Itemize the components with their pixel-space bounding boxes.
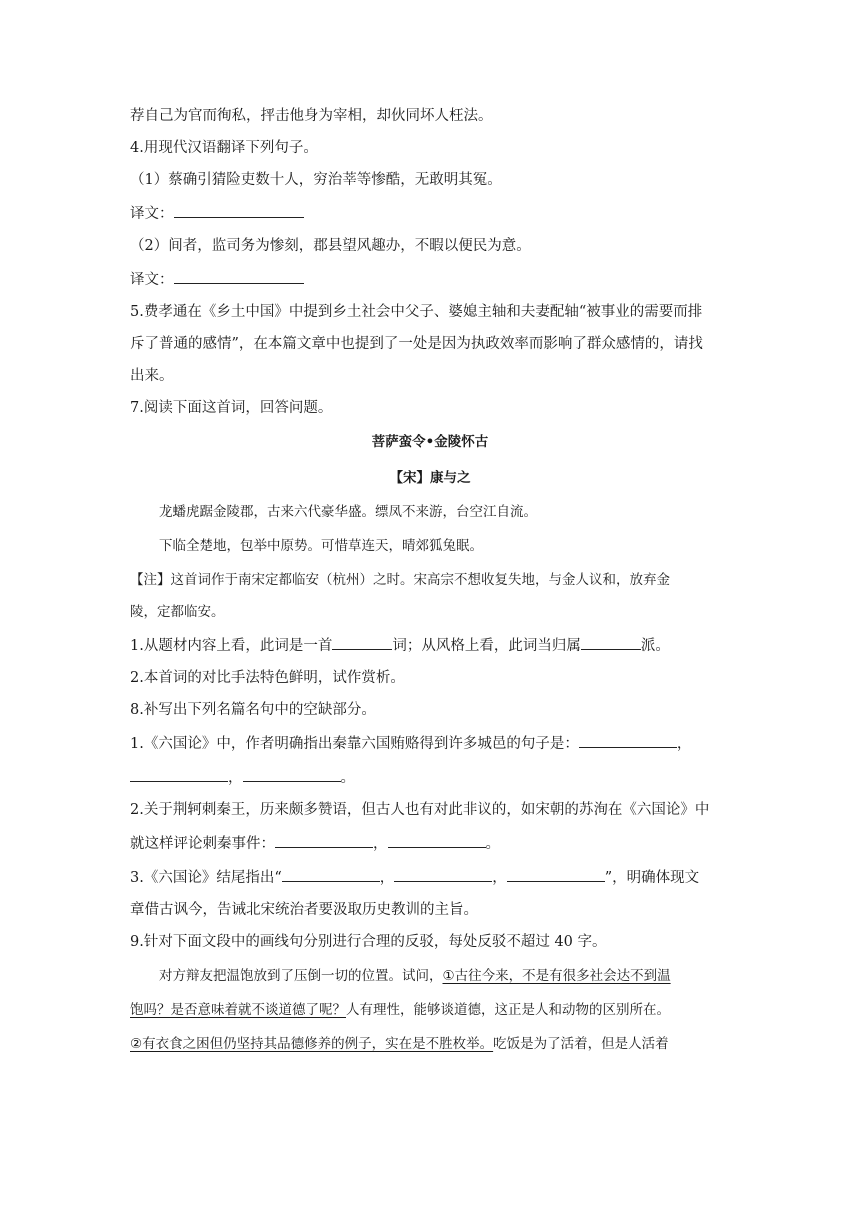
question-text: 。 [485, 836, 500, 852]
question-text: 派。 [640, 638, 670, 654]
question-5-line-2: 斥了普通的感情”，在本篇文章中也提到了一处是因为执政效率而影响了群众感情的，请找 [130, 336, 703, 352]
question-4-heading: 4.用现代汉语翻译下列句子。 [130, 140, 318, 156]
question-8-1-line-2 [130, 767, 730, 788]
poem-line-2: 下临全楚地，包举中原势。可惜草连天，晴郊狐兔眠。 [159, 538, 483, 554]
poem-note-line-2: 陵，定都临安。 [130, 604, 225, 620]
question-5-line-3: 出来。 [130, 368, 174, 384]
translation-blank[interactable] [174, 203, 304, 218]
question-4-sentence-1: （1）蔡确引猜险吏数十人，穷治莘等惨酷，无敢明其冤。 [130, 172, 502, 188]
question-7-heading: 7.阅读下面这首词，回答问题。 [130, 400, 333, 416]
question-8-3-line-2: 章借古讽今，告诫北宋统治者要汲取历史教训的主旨。 [130, 902, 478, 918]
answer-blank[interactable] [388, 833, 486, 848]
question-8-heading: 8.补写出下列名篇名句中的空缺部分。 [130, 702, 376, 718]
question-text: ， [373, 836, 388, 852]
answer-blank[interactable] [282, 867, 380, 882]
passage-text: 对方辩友把温饱放到了压倒一切的位置。试问， [159, 968, 443, 984]
answer-blank[interactable] [130, 767, 228, 782]
answer-blank[interactable] [243, 767, 341, 782]
poem-line-1: 龙蟠虎踞金陵郡，古来六代豪华盛。缥凤不来游，台空江自流。 [159, 504, 537, 520]
answer-blank[interactable] [394, 867, 492, 882]
text-line: 荐自己为官而徇私，抨击他身为宰相，却伙同坏人枉法。 [130, 108, 493, 124]
question-text: ， [379, 870, 395, 886]
translation-label: 译文： [130, 272, 174, 288]
poem-author: 【宋】康与之 [389, 470, 471, 486]
question-8-3-line-1 [130, 867, 730, 888]
passage-line-3 [130, 1035, 730, 1054]
question-8-2-line-2 [130, 833, 730, 854]
answer-blank[interactable] [581, 635, 641, 650]
question-text: 3.《六国论》结尾指出“ [130, 870, 282, 886]
passage-text: 人有理性，能够谈道德，这正是人和动物的区别所在。 [346, 1002, 670, 1018]
question-7-2: 2.本首词的对比手法特色鲜明，试作赏析。 [130, 670, 405, 686]
answer-blank[interactable] [507, 867, 605, 882]
answer-blank[interactable] [275, 833, 373, 848]
question-text: 就这样评论刺秦事件： [130, 836, 275, 852]
question-8-1-line-1 [130, 733, 730, 754]
question-text: 1.《六国论》中，作者明确指出秦靠六国贿赂得到许多城邑的句子是： [130, 736, 579, 752]
translation-line-1 [130, 203, 730, 224]
passage-line-2 [130, 1001, 730, 1020]
poem-note-line-1: 【注】这首词作于南宋定都临安（杭州）之时。宋高宗不想收复失地，与金人议和，放弃金 [130, 572, 670, 588]
question-5-line-1: 5.费孝通在《乡土中国》中提到乡土社会中父子、婆媳主轴和夫妻配轴“被事业的需要而排 [130, 304, 703, 320]
answer-blank[interactable] [332, 635, 392, 650]
question-text: 1.从题材内容上看，此词是一首 [130, 638, 333, 654]
question-text: ， [492, 870, 507, 886]
question-text: ”，明确体现文 [604, 870, 700, 886]
translation-line-2 [130, 269, 730, 290]
poem-title: 菩萨蛮令•金陵怀古 [371, 434, 489, 450]
question-text: 。 [340, 770, 355, 786]
question-4-sentence-2: （2）间者，监司务为惨刻，郡县望风趣办，不暇以便民为意。 [130, 238, 531, 254]
question-9-heading: 9.针对下面文段中的画线句分别进行合理的反驳，每处反驳不超过 40 字。 [130, 934, 607, 950]
passage-line-1 [130, 967, 730, 986]
passage-text: 吃饭是为了活着，但是人活着 [493, 1036, 669, 1052]
answer-blank[interactable] [579, 733, 677, 748]
question-8-2-line-1: 2.关于荆轲刺秦王，历来颇多赞语，但古人也有对此非议的，如宋朝的苏洵在《六国论》中 [130, 802, 710, 818]
underlined-sentence-1: ①古往今来，不是有很多社会达不到温 [442, 968, 671, 984]
question-text: ， [676, 736, 692, 752]
question-text: ， [228, 770, 243, 786]
question-7-1 [130, 635, 730, 656]
underlined-sentence-2: ②有衣食之困但仍坚持其品德修养的例子，实在是不胜枚举。 [130, 1036, 494, 1052]
translation-blank[interactable] [174, 269, 304, 284]
underlined-sentence-1: 饱吗？是否意味着就不谈道德了呢？ [130, 1002, 346, 1018]
question-text: 词；从风格上看，此词当归属 [392, 638, 581, 654]
document-body [130, 107, 730, 1054]
translation-label: 译文： [130, 206, 174, 222]
